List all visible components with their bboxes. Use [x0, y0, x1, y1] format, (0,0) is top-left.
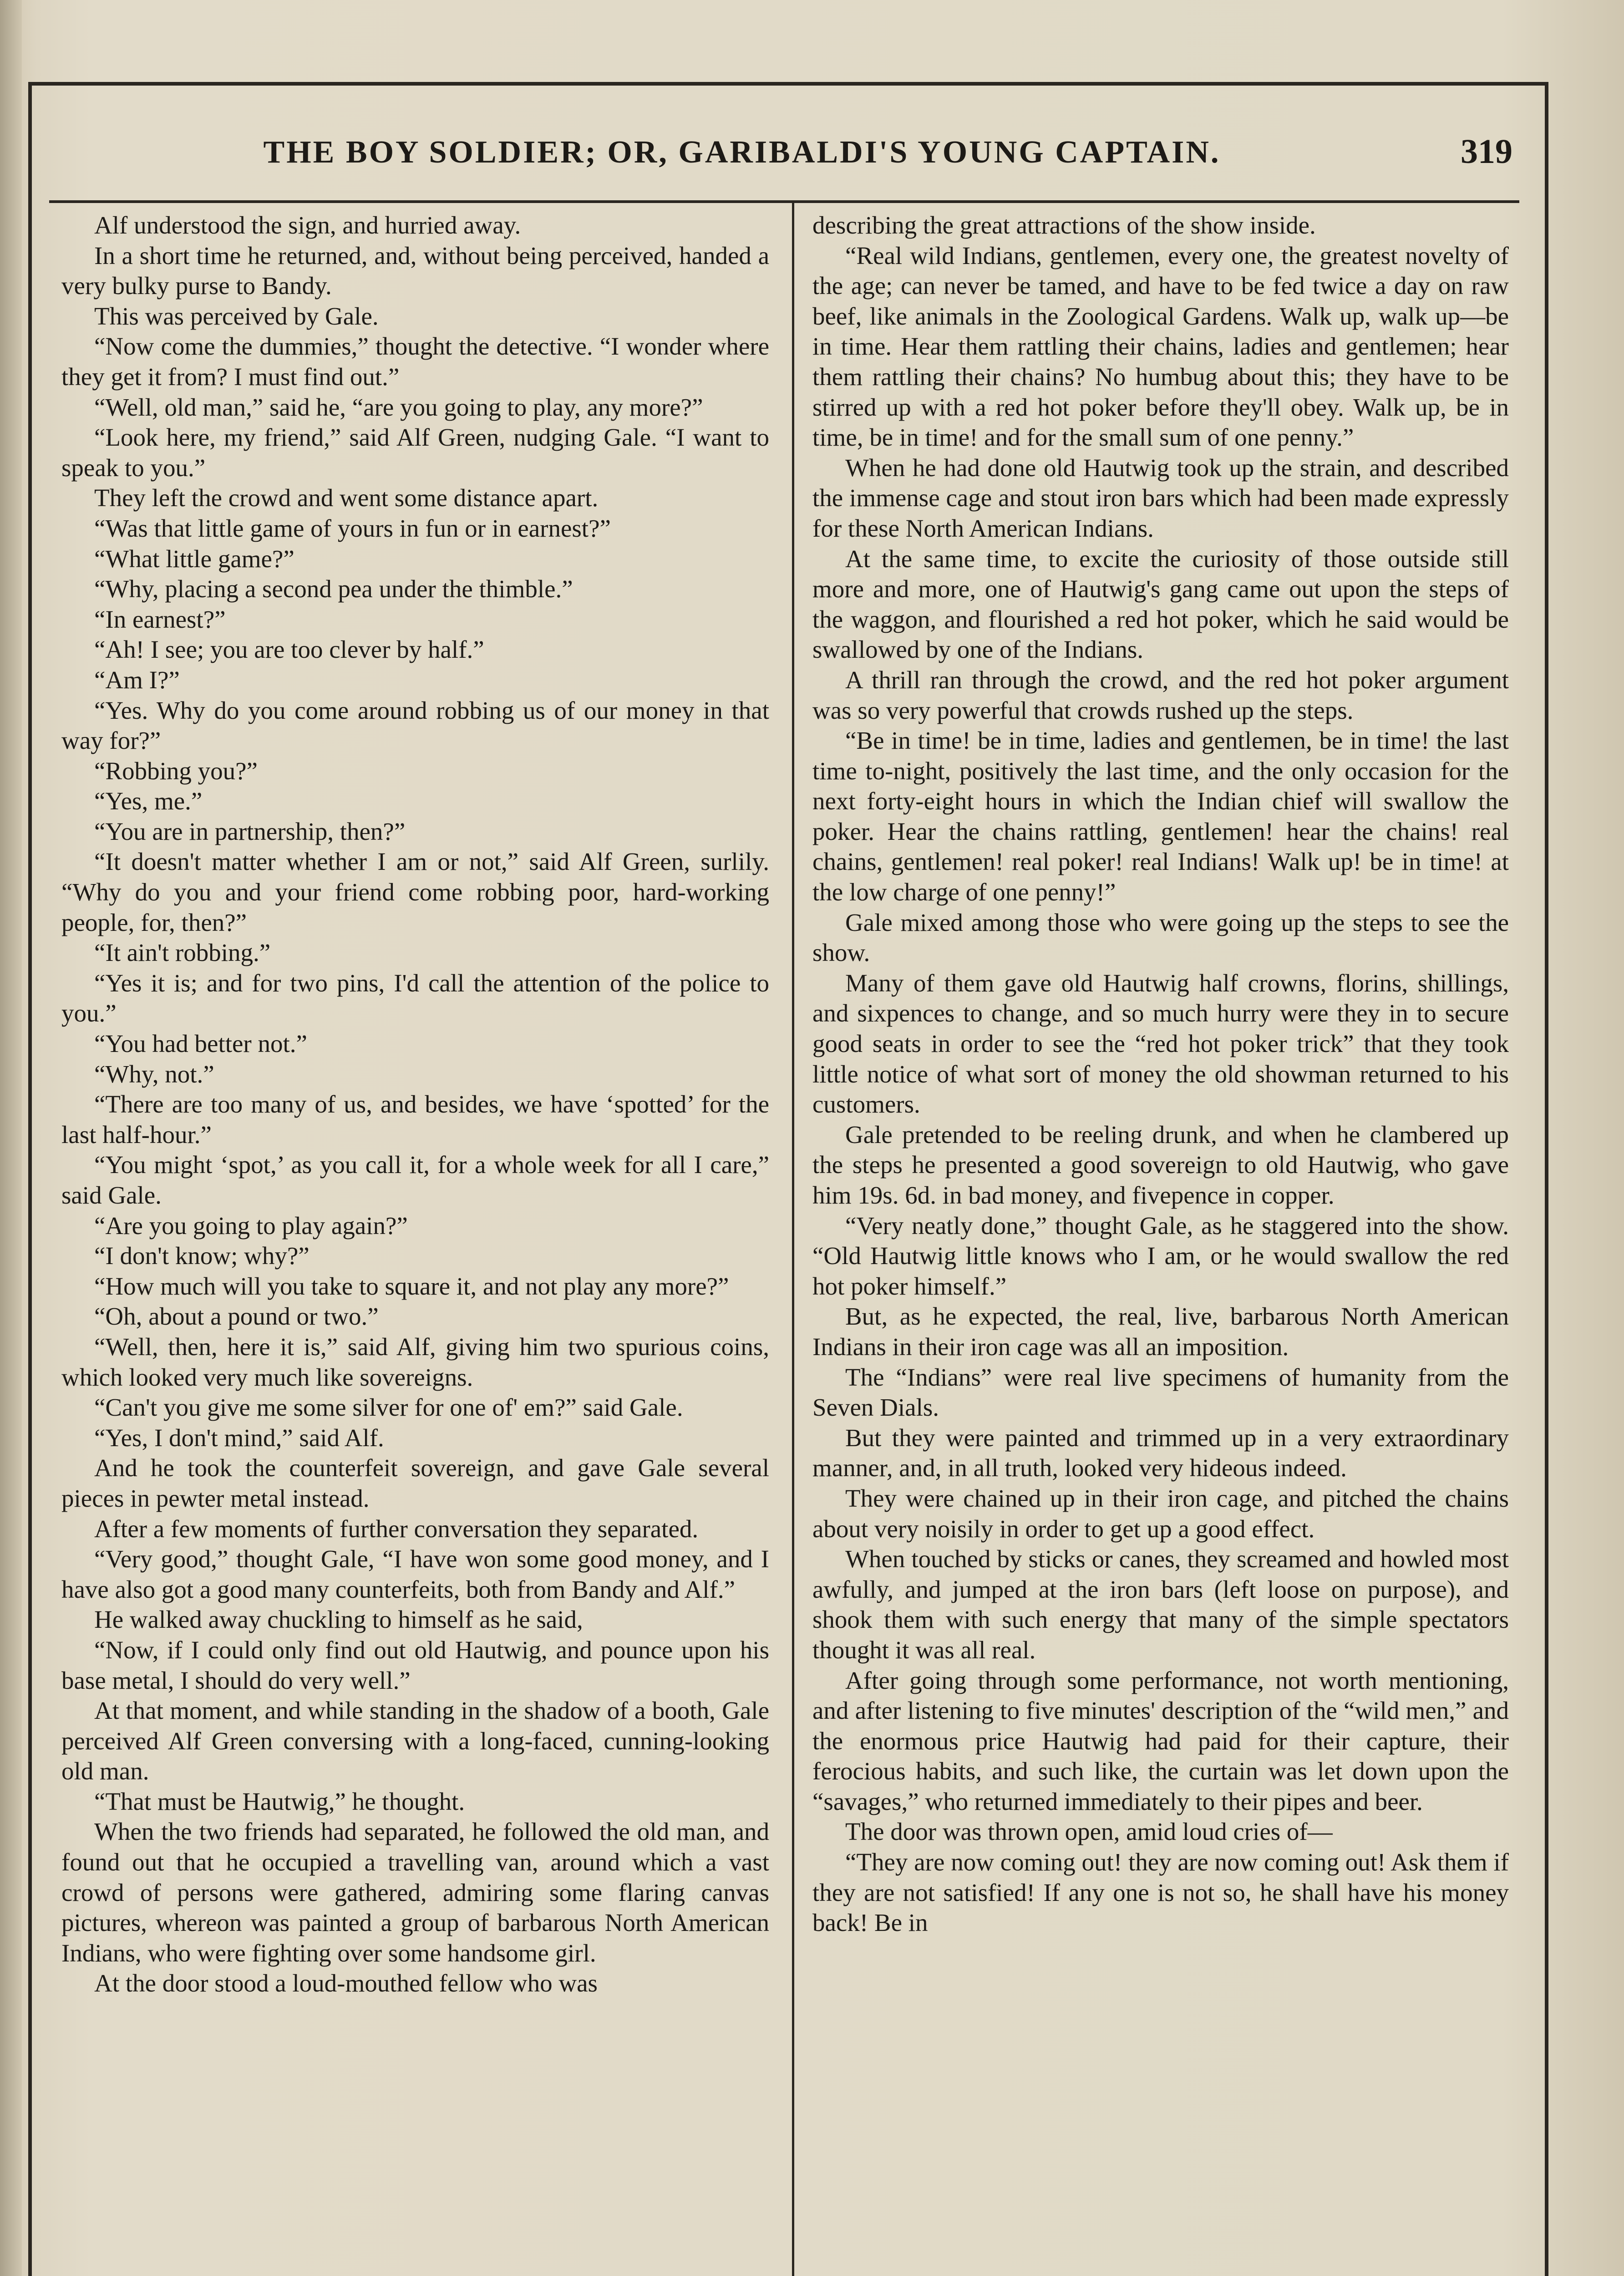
paragraph: When the two friends had separated, he followed the old man, and found out that he occupied a travelling van, around which a vast crowd of persons were gathered, admiring some flaring canvas pictures, whereon was painted a group of barbarous North American Indians, who were fighting over some handsome girl. — [61, 1818, 769, 1967]
paragraph: “Ah! I see; you are too clever by half.” — [94, 635, 484, 664]
paragraph: “Why, not.” — [94, 1060, 214, 1088]
paragraph: “Yes it is; and for two pins, I'd call the attention of the police to you.” — [61, 969, 769, 1027]
paragraph: They left the crowd and went some distance apart. — [94, 484, 599, 512]
paragraph: A thrill ran through the crowd, and the red hot poker argument was so very powerful that crowds rushed up the steps. — [812, 666, 1509, 724]
paragraph: “Now come the dummies,” thought the detective. “I wonder where they get it from? I must find out.” — [61, 332, 769, 391]
paragraph: “You are in partnership, then?” — [94, 817, 406, 845]
paragraph: “Was that little game of yours in fun or in earnest?” — [94, 514, 611, 542]
paragraph: “Am I?” — [94, 666, 180, 694]
paragraph: “I don't know; why?” — [94, 1242, 310, 1270]
paragraph: “How much will you take to square it, and not play any more?” — [94, 1272, 729, 1300]
paragraph: When touched by sticks or canes, they screamed and howled most awfully, and jumped at the iron bars (left loose on purpose), and shook them with such energy that many of the simple spectators thought it was all real. — [812, 1545, 1509, 1664]
paragraph: “Oh, about a pound or two.” — [94, 1302, 379, 1331]
paragraph: In a short time he returned, and, without being perceived, handed a very bulky purse to Bandy. — [61, 241, 769, 300]
paragraph: “Well, old man,” said he, “are you going to play, any more?” — [94, 393, 703, 421]
column-divider — [792, 203, 794, 2276]
paragraph: “Yes, me.” — [94, 787, 203, 815]
paragraph: “Be in time! be in time, ladies and gentlemen, be in time! the last time to-night, positively the last time, and the only occasion for the next forty-eight hours in which the Indian chief will swallow the poker. Hear the chains rattling, gentlemen! hear the chains! real chains, gentlemen! real poker! real Indians! Walk up! be in time! at the low charge of one penny!” — [812, 726, 1509, 906]
left-column — [61, 210, 769, 1999]
paragraph: “They are now coming out! they are now coming out! Ask them if they are not satisfied! If any one is not so, he shall have his money back! Be in — [812, 1848, 1509, 1937]
paragraph: “Real wild Indians, gentlemen, every one, the greatest novelty of the age; can never be tamed, and have to be fed twice a day on raw beef, like animals in the Zoological Gardens. Walk up, walk up—be in time. Hear them rattling their chains, ladies and gentlemen; hear them rattling their chains? No humbug about this; they have to be stirred up with a red hot poker before they'll obey. Walk up, be in time, be in time! and for the small sum of one penny.” — [812, 241, 1509, 452]
paragraph: After a few moments of further conversation they separated. — [94, 1514, 699, 1543]
paragraph: “It ain't robbing.” — [94, 939, 271, 967]
paragraph: “You had better not.” — [94, 1030, 307, 1058]
paragraph: At the same time, to excite the curiosity of those outside still more and more, one of Hautwig's gang came out upon the steps of the waggon, and flourished a red hot poker, which he said would be swallowed by one of the Indians. — [812, 544, 1509, 664]
paragraph: describing the great attractions of the show inside. — [812, 211, 1316, 239]
paragraph: And he took the counterfeit sovereign, and gave Gale several pieces in pewter metal instead. — [61, 1454, 769, 1512]
paragraph: They were chained up in their iron cage, and pitched the chains about very noisily in order to get up a good effect. — [812, 1484, 1509, 1543]
paragraph: But, as he expected, the real, live, barbarous North American Indians in their iron cage was all an imposition. — [812, 1302, 1509, 1361]
paragraph: “That must be Hautwig,” he thought. — [94, 1787, 465, 1815]
paragraph: He walked away chuckling to himself as he said, — [94, 1605, 583, 1634]
paragraph: The door was thrown open, amid loud cries of— — [845, 1818, 1333, 1846]
paragraph: “What little game?” — [94, 544, 294, 573]
paragraph: “It doesn't matter whether I am or not,” said Alf Green, surlily. “Why do you and your friend come robbing poor, hard-working people, for, then?” — [61, 848, 769, 936]
right-column — [812, 210, 1509, 1938]
page-number: 319 — [1461, 132, 1512, 171]
paragraph: “Can't you give me some silver for one of' em?” said Gale. — [94, 1393, 683, 1422]
paragraph: “Very good,” thought Gale, “I have won some good money, and I have also got a good many counterfeits, both from Bandy and Alf.” — [61, 1545, 769, 1603]
paragraph: When he had done old Hautwig took up the strain, and described the immense cage and stout iron bars which had been made expressly for these North American Indians. — [812, 453, 1509, 542]
paragraph: “There are too many of us, and besides, we have ‘spotted’ for the last half-hour.” — [61, 1090, 769, 1148]
paragraph: “Look here, my friend,” said Alf Green, nudging Gale. “I want to speak to you.” — [61, 423, 769, 482]
paragraph: Gale pretended to be reeling drunk, and when he clambered up the steps he presented a good sovereign to old Hautwig, who gave him 19s. 6d. in bad money, and fivepence in copper. — [812, 1120, 1509, 1209]
book-spine-shadow — [0, 0, 22, 2276]
paragraph: “Why, placing a second pea under the thimble.” — [94, 575, 573, 603]
paragraph: This was perceived by Gale. — [94, 302, 379, 330]
paragraph: Many of them gave old Hautwig half crowns, florins, shillings, and sixpences to change, and so much hurry were they in to secure good seats in order to see the “red hot poker trick” that they took little notice of what sort of money the old showman returned to his customers. — [812, 969, 1509, 1118]
paragraph: “You might ‘spot,’ as you call it, for a whole week for all I care,” said Gale. — [61, 1151, 769, 1209]
paragraph: “Yes. Why do you come around robbing us of our money in that way for?” — [61, 696, 769, 755]
paragraph: “Robbing you?” — [94, 757, 258, 785]
paragraph: “Are you going to play again?” — [94, 1211, 408, 1240]
paragraph: The “Indians” were real live specimens of humanity from the Seven Dials. — [812, 1363, 1509, 1422]
paragraph: But they were painted and trimmed up in a very extraordinary manner, and, in all truth, looked very hideous indeed. — [812, 1423, 1509, 1482]
paragraph: “Now, if I could only find out old Hautwig, and pounce upon his base metal, I should do very well.” — [61, 1636, 769, 1694]
paragraph: “Well, then, here it is,” said Alf, giving him two spurious coins, which looked very much like sovereigns. — [61, 1332, 769, 1391]
paragraph: “Yes, I don't mind,” said Alf. — [94, 1423, 384, 1452]
paragraph: “Very neatly done,” thought Gale, as he staggered into the show. “Old Hautwig little knows who I am, or he would swallow the red hot poker himself.” — [812, 1211, 1509, 1300]
paragraph: Alf understood the sign, and hurried away. — [94, 211, 521, 239]
paragraph: Gale mixed among those who were going up the steps to see the show. — [812, 908, 1509, 967]
paragraph: After going through some performance, not worth mentioning, and after listening to five minutes' description of the “wild men,” and the enormous price Hautwig had paid for their capture, their ferocious habits, and such like, the curtain was let down upon the “savages,” who returned immediately to their pipes and beer. — [812, 1666, 1509, 1815]
paragraph: “In earnest?” — [94, 605, 226, 633]
running-title: THE BOY SOLDIER; OR, GARIBALDI'S YOUNG CAPTAIN. — [263, 135, 1221, 170]
header-rule — [49, 200, 1519, 203]
paragraph: At that moment, and while standing in the shadow of a booth, Gale perceived Alf Green conversing with a long-faced, cunning-looking old man. — [61, 1697, 769, 1785]
paragraph: At the door stood a loud-mouthed fellow who was — [94, 1969, 598, 1997]
